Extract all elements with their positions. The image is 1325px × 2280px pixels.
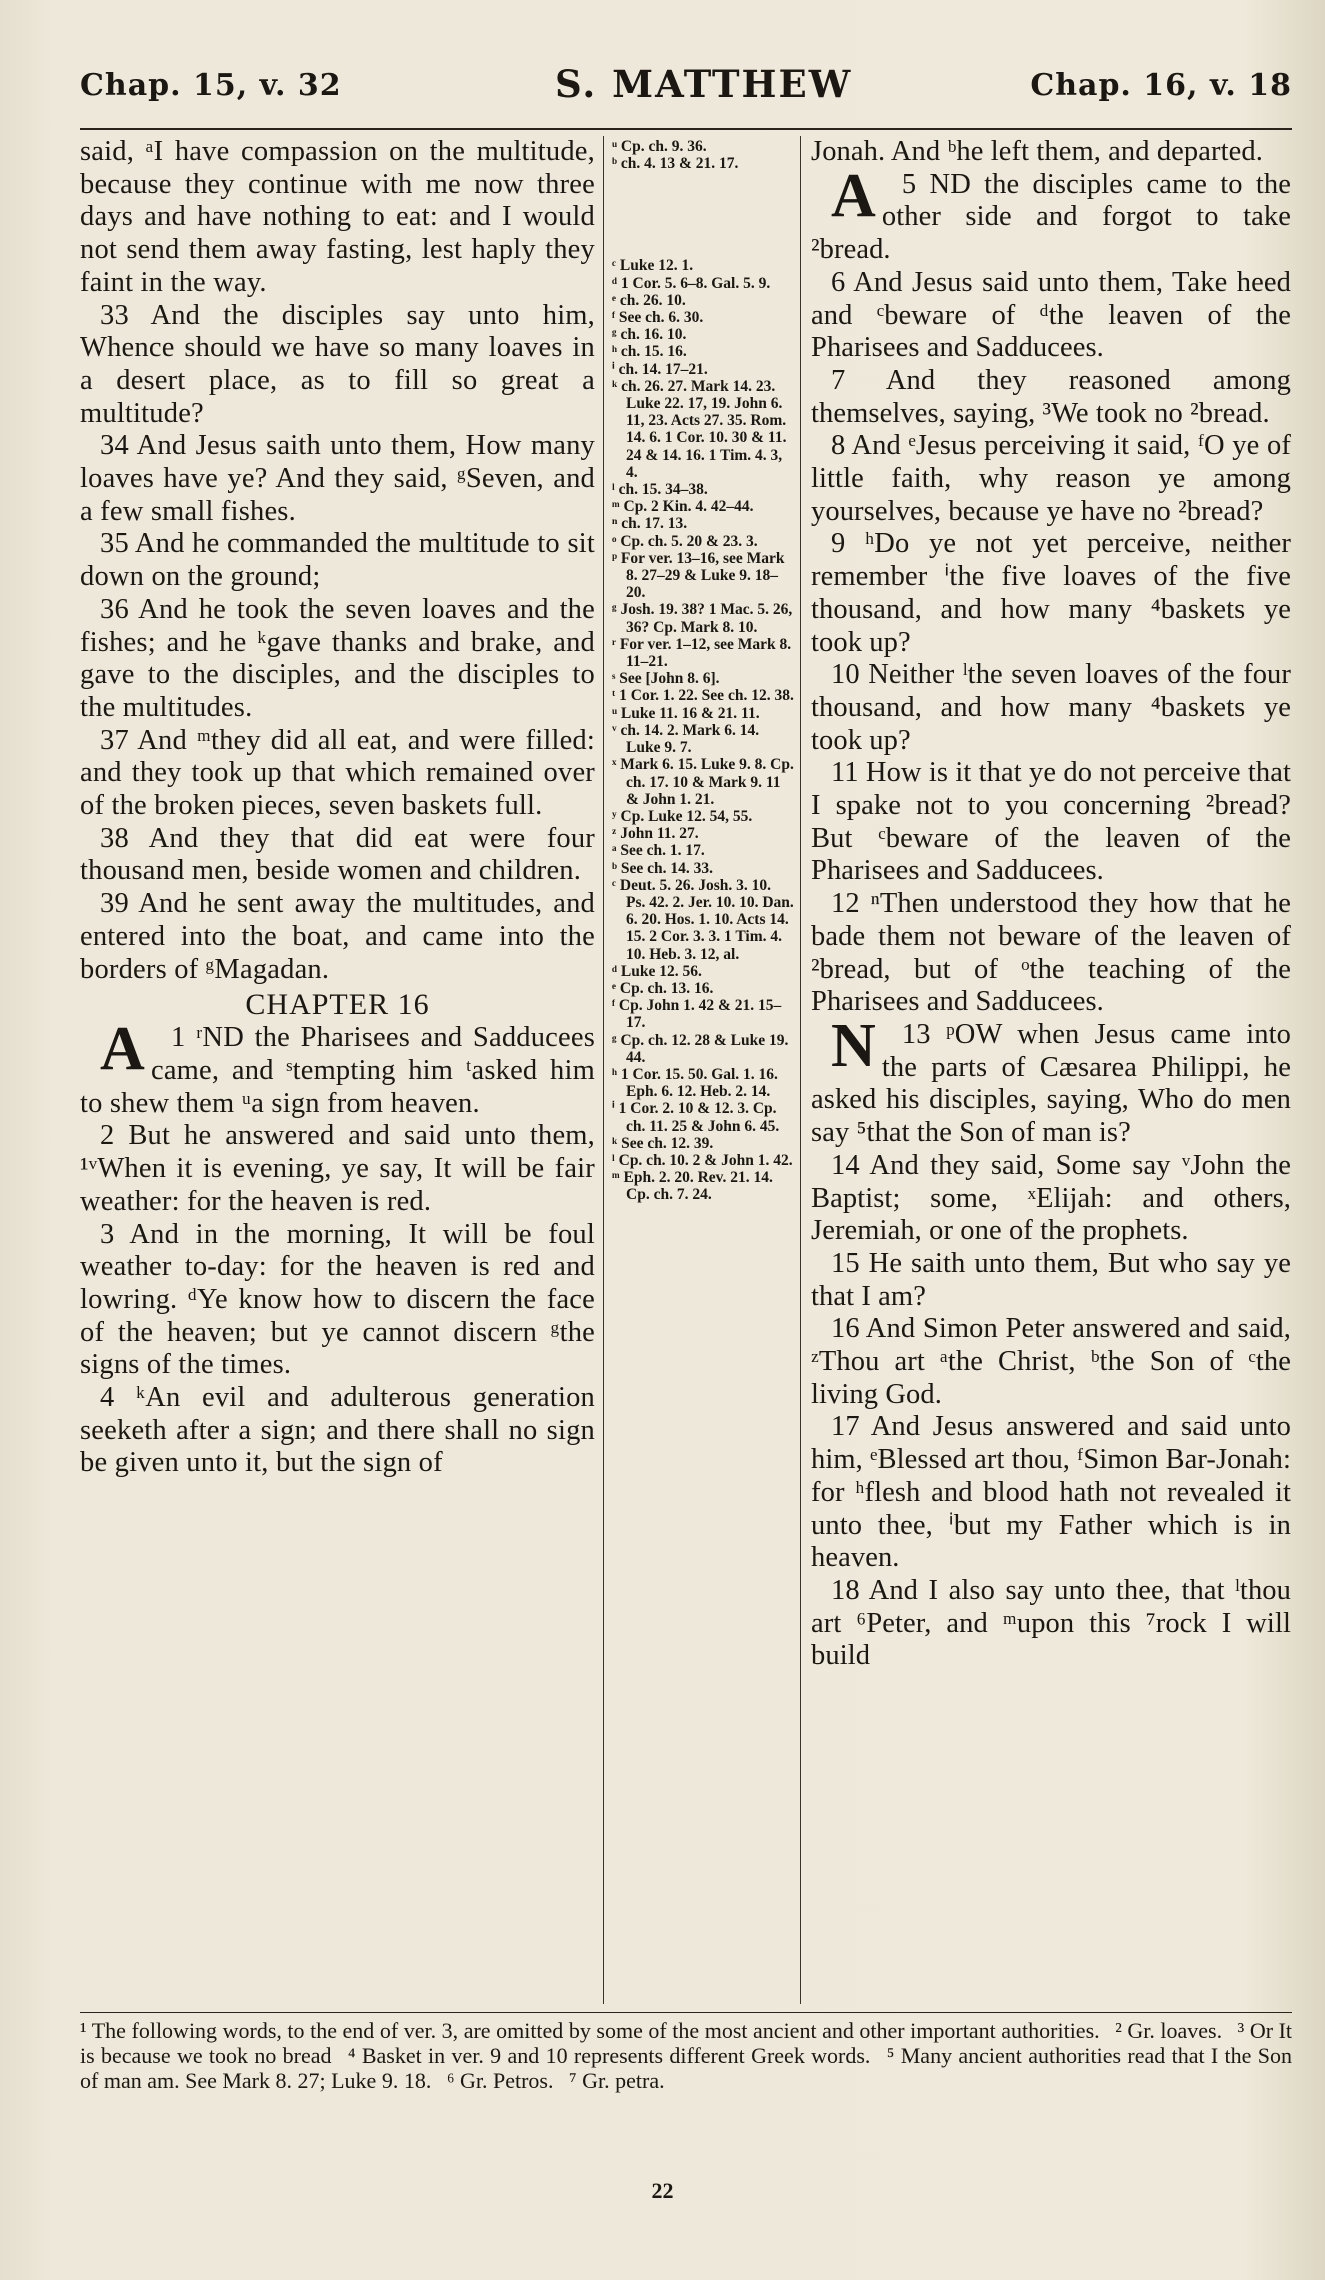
cross-reference-entry: ᵈ Luke 12. 56. (612, 962, 702, 980)
verse-16-4-cont: Jonah. And ᵇhe left them, and departed. (811, 136, 1263, 167)
verse-16-14: 14 And they said, Some say ᵛJohn the Baptist; some, ˣElijah: and others, Jeremiah, or one of the prophets. (811, 1149, 1291, 1247)
cross-reference-entry: ᵍ Cp. ch. 12. 28 & Luke 19. 44. (612, 1031, 789, 1066)
cross-reference-entry: ᵈ 1 Cor. 5. 6–8. Gal. 5. 9. (612, 274, 771, 292)
footnote-5: ⁵ Many ancient authorities read that I the Son of man am. See Mark 8. 27; Luke 9. 18. (80, 2043, 1292, 2093)
cross-reference-entry: ᵘ Cp. ch. 9. 36. (612, 138, 707, 155)
footnote-2: ² Gr. loaves. (1115, 2018, 1223, 2043)
cross-reference-entry: ᶠ See ch. 6. 30. (612, 309, 704, 327)
cross-reference-entry: ʸ Cp. Luke 12. 54, 55. (612, 807, 753, 825)
cross-reference-entry: ˡ ch. 15. 34–38. (612, 481, 708, 499)
cross-reference-entry: ʳ For ver. 1–12, see Mark 8. 11–21. (612, 635, 792, 671)
footnote-6: ⁶ Gr. Petros. (446, 2068, 554, 2093)
verse-16-15: 15 He saith unto them, But who say ye that I am? (811, 1247, 1291, 1312)
verse-16-2: 2 But he answered and said unto them, ¹ᵛWhen it is evening, ye say, It will be fair weather: for the heaven is red. (80, 1120, 595, 1217)
verse-15-37: 37 And ᵐthey did all eat, and were filled: and they took up that which remained over of the broken pieces, seven baskets full. (80, 724, 595, 822)
verse-15-39: 39 And he sent away the multitudes, and entered into the boat, and came into the borders of ᵍMagadan. (80, 888, 595, 985)
cross-reference-entry: ᵐ Eph. 2. 20. Rev. 21. 14. Cp. ch. 7. 24. (612, 1169, 773, 1204)
cross-reference-entry: ᶠ Cp. John 1. 42 & 21. 15–17. (612, 997, 782, 1032)
verse-16-1-number: 1 ʳ (170, 1022, 203, 1054)
verse-16-12: 12 ⁿThen understood they how that he bade them not beware of the leaven of ²bread, but of ᵒthe teaching of the Pharisees and Sadducees. (811, 888, 1291, 1018)
cross-reference-entry: ᵍ ch. 16. 10. (612, 326, 687, 344)
verse-16-13 (811, 1011, 1291, 1150)
verse-16-5-text: ND the disciples came to the other side and forgot to take ²bread. (811, 168, 1291, 266)
ref-spacer (612, 172, 794, 257)
footnote-rule (80, 2012, 1292, 2013)
cross-reference-entry: ˢ See [John 8. 6]. (612, 670, 720, 688)
verse-16-18: 18 And I also say unto thee, that ˡthou art ⁶Peter, and ᵐupon this ⁷rock I will build (811, 1574, 1291, 1672)
cross-reference-entry: ᵃ See ch. 1. 17. (612, 842, 705, 860)
footnote-7: ⁷ Gr. petra. (568, 2068, 665, 2093)
verse-16-5-number: 5 (901, 168, 917, 200)
cross-reference-entry: ʰ 1 Cor. 15. 50. Gal. 1. 16. Eph. 6. 12. Heb. 2. 14. (612, 1065, 778, 1101)
verse-16-17: 17 And Jesus answered and said unto him, ᵉBlessed art thou, ᶠSimon Bar-Jonah: for ʰflesh and blood hath not revealed it unto thee, ⁱbut my Father which is in heaven. (811, 1411, 1291, 1574)
cross-reference-entry: ᵇ See ch. 14. 33. (612, 859, 714, 877)
cross-reference-entry: ᵘ Luke 11. 16 & 21. 11. (612, 704, 760, 722)
running-head-left: Chap. 15, v. 32 (80, 68, 342, 103)
verse-16-10: 10 Neither ˡthe seven loaves of the four thousand, and how many ⁴baskets ye took up? (811, 659, 1291, 756)
cross-reference-column (612, 138, 794, 2004)
verse-16-9: 9 ʰDo ye not yet perceive, neither remember ⁱthe five loaves of the five thousand, and how many ⁴baskets ye took up? (811, 528, 1291, 658)
cross-reference-entry: ᶜ Luke 12. 1. (612, 257, 694, 275)
verse-15-36: 36 And he took the seven loaves and the fishes; and he ᵏgave thanks and brake, and gave to the disciples, and the disciples to the multitudes. (80, 593, 595, 723)
drop-cap-a-2: A (831, 161, 876, 230)
cross-reference-entry: ᵉ ch. 26. 10. (612, 291, 686, 309)
cross-reference-entry: ʰ ch. 15. 16. (612, 343, 687, 361)
footnote-4: ⁴ Basket in ver. 9 and 10 represents different Greek words. (347, 2043, 871, 2068)
verse-16-16: 16 And Simon Peter answered and said, ᶻThou art ᵃthe Christ, ᵇthe Son of ᶜthe living God. (811, 1313, 1291, 1410)
footnotes (80, 2018, 1292, 2138)
verse-16-13-text: OW when Jesus came into the parts of Cæsarea Philippi, he asked his disciples, saying, Who do men say ⁵that the Son of man is? (811, 1018, 1291, 1149)
drop-cap-a: A (100, 1015, 145, 1084)
cross-reference-entry: ᵏ ch. 26. 27. Mark 14. 23. Luke 22. 17, 19. John 6. 11, 23. Acts 27. 35. Rom. 14. 6. 1 Cor. 10. 30 & 11. 24 & 14. 16. 1 Tim. 4. 3, 4. (612, 377, 787, 481)
drop-cap-n: N (831, 1011, 876, 1080)
verse-15-34: 34 And Jesus saith unto them, How many loaves have ye? And they said, ᵍSeven, and a few small fishes. (80, 430, 595, 527)
verse-16-3: 3 And in the morning, It will be foul weather to-day: for the heaven is red and lowring. ᵈYe know how to discern the face of the heaven; but ye cannot discern ᵍthe signs of the times. (80, 1218, 595, 1381)
column-rule-right (800, 136, 801, 2004)
right-text-column (811, 136, 1291, 2004)
left-text-column (80, 136, 595, 2004)
verse-15-32-cont: said, ᵃI have compassion on the multitude, because they continue with me now three days and have nothing to eat: and I would not send them away fasting, lest haply they faint in the way. (80, 136, 595, 298)
cross-reference-entry: ᵗ 1 Cor. 1. 22. See ch. 12. 38. (612, 687, 794, 705)
verse-15-33: 33 And the disciples say unto him, Whence should we have so many loaves in a desert place, as to fill so great a multitude? (80, 299, 595, 429)
running-head-right: Chap. 16, v. 18 (1030, 68, 1292, 103)
cross-reference-entry: ˣ Mark 6. 15. Luke 9. 8. Cp. ch. 17. 10 & Mark 9. 11 & John 1. 21. (612, 756, 794, 808)
cross-reference-entry: ⁿ ch. 17. 13. (612, 515, 688, 533)
verse-15-35: 35 And he commanded the multitude to sit down on the ground; (80, 528, 595, 593)
footnote-1: ¹ The following words, to the end of ver. 3, are omitted by some of the most ancient and other important authorities. (80, 2018, 1100, 2043)
running-head-title: S. MATTHEW (555, 62, 853, 106)
column-rule-left (603, 136, 604, 2004)
chapter-heading: CHAPTER 16 (245, 988, 430, 1022)
verse-16-11: 11 How is it that ye do not perceive that I spake not to you concerning ²bread? But ᶜbeware of the leaven of the Pharisees and Sadducees. (811, 757, 1291, 887)
cross-reference-entry: ˡ Cp. ch. 10. 2 & John 1. 42. (612, 1151, 793, 1169)
cross-reference-entry: ᵒ Cp. ch. 5. 20 & 23. 3. (612, 532, 758, 550)
verse-15-38: 38 And they that did eat were four thousand men, beside women and children. (80, 822, 595, 887)
cross-reference-list (612, 138, 794, 1204)
footnote-3: ³ Or It is because we took no bread (80, 2018, 1292, 2068)
cross-reference-entry: ⁱ ch. 14. 17–21. (612, 360, 708, 378)
verse-16-1 (80, 1015, 595, 1120)
cross-reference-entry: ᶜ Deut. 5. 26. Josh. 3. 10. Ps. 42. 2. Jer. 10. 10. Dan. 6. 20. Hos. 1. 10. Acts 14. 15. 2 Cor. 3. 3. 1 Tim. 4. 10. Heb. 3. 12, al. (612, 876, 794, 963)
cross-reference-entry: ᵏ See ch. 12. 39. (612, 1134, 714, 1152)
running-head (80, 58, 1292, 118)
cross-reference-entry: ᵐ Cp. 2 Kin. 4. 42–44. (612, 498, 754, 516)
page-number: 22 (651, 2178, 674, 2203)
verse-16-1-text: ND the Pharisees and Sadducees came, and ˢtempting him ᵗasked him to shew them ᵘa sign from heaven. (80, 1022, 595, 1119)
header-rule (80, 128, 1292, 130)
verse-16-6: 6 And Jesus said unto them, Take heed and ᶜbeware of ᵈthe leaven of the Pharisees and Sadducees. (811, 266, 1291, 364)
cross-reference-entry: ᵛ ch. 14. 2. Mark 6. 14. Luke 9. 7. (612, 721, 760, 757)
verse-16-13-number: 13 ᵖ (901, 1018, 955, 1050)
verse-16-7: 7 And they reasoned among themselves, saying, ³We took no ²bread. (811, 364, 1291, 429)
verse-16-8: 8 And ᵉJesus perceiving it said, ᶠO ye of little faith, why reason ye among yourselves, because ye have no ²bread? (811, 430, 1291, 527)
cross-reference-entry: ⁱ 1 Cor. 2. 10 & 12. 3. Cp. ch. 11. 25 & John 6. 45. (612, 1100, 780, 1135)
verse-16-4: 4 ᵏAn evil and adulterous generation seeketh after a sign; and there shall no sign be given unto it, but the sign of (80, 1382, 595, 1479)
cross-reference-entry: ᵇ ch. 4. 13 & 21. 17. (612, 155, 739, 173)
cross-reference-entry: ᵍ Josh. 19. 38? 1 Mac. 5. 26, 36? Cp. Mark 8. 10. (612, 601, 793, 636)
cross-reference-entry: ᵉ Cp. ch. 13. 16. (612, 979, 714, 997)
cross-reference-entry: ᶻ John 11. 27. (612, 825, 699, 843)
cross-reference-entry: ᵖ For ver. 13–16, see Mark 8. 27–29 & Luke 9. 18–20. (612, 549, 785, 602)
verse-16-5 (811, 161, 1291, 267)
